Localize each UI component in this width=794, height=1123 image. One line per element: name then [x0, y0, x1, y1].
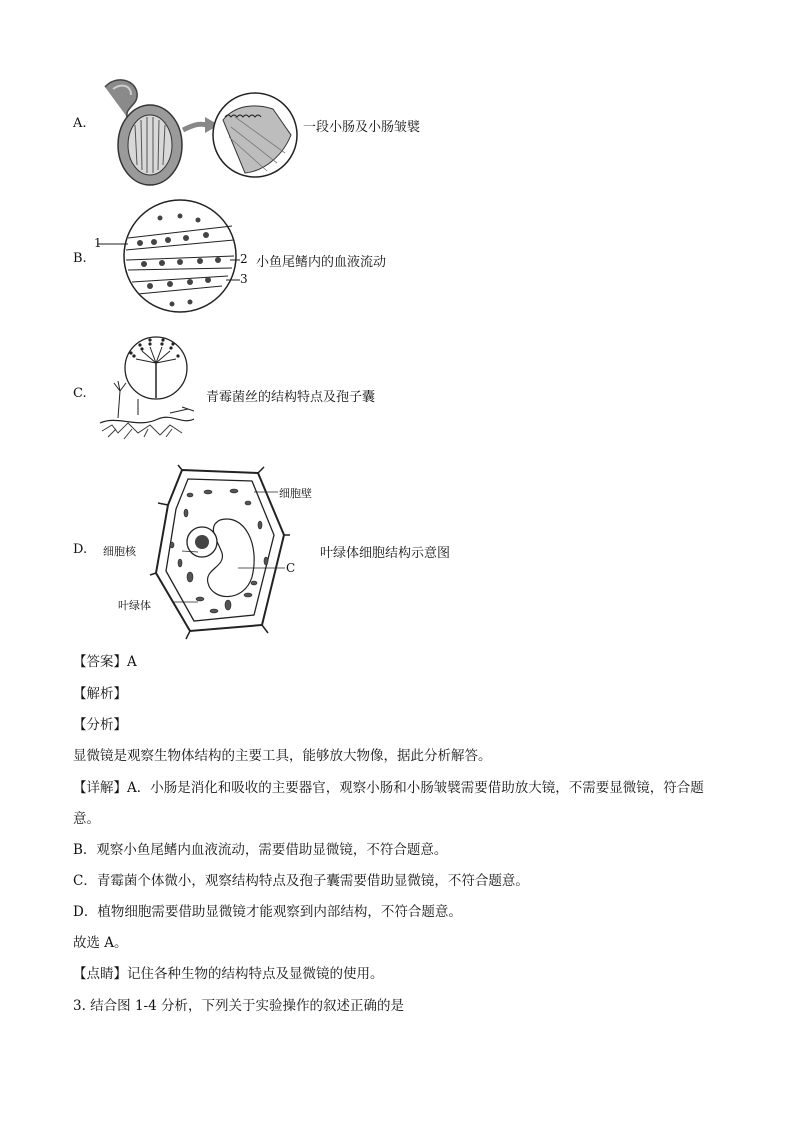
marker-1: 1 [94, 236, 102, 250]
detail-c: C．青霉菌个体微小，观察结构特点及孢子囊需要借助显微镜，不符合题意。 [73, 873, 529, 889]
label-nucleus: 细胞核 [103, 545, 136, 558]
answer-line: 【答案】A [73, 654, 137, 670]
label-cell-wall: 细胞壁 [279, 487, 312, 500]
detail-line-1: 【详解】A．小肠是消化和吸收的主要器官，观察小肠和小肠皱襞需要借助放大镜，不需要显微镜，符合题 [73, 780, 704, 796]
detail-line-2: 意。 [73, 811, 100, 827]
option-b-label: B. [73, 251, 87, 266]
option-b-caption: 小鱼尾鳍内的血液流动 [256, 255, 387, 270]
detail-d: D．植物细胞需要借助显微镜才能观察到内部结构，不符合题意。 [73, 904, 462, 920]
marker-2: 2 [240, 252, 248, 266]
fenxi-text: 显微镜是观察生物体结构的主要工具，能够放大物像，据此分析解答。 [73, 748, 492, 764]
label-chloroplast: 叶绿体 [118, 599, 151, 612]
option-a-label: A. [73, 116, 87, 131]
option-d-caption: 叶绿体细胞结构示意图 [320, 546, 451, 561]
dianjing-line: 【点睛】记住各种生物的结构特点及显微镜的使用。 [73, 966, 384, 982]
small-intestine-figure [95, 75, 305, 195]
conclusion: 故选 A。 [73, 935, 128, 951]
fenxi-heading: 【分析】 [73, 717, 127, 733]
detail-b: B．观察小鱼尾鳍内血液流动，需要借助显微镜，不符合题意。 [73, 842, 448, 858]
option-c-label: C. [73, 386, 87, 401]
blood-flow-figure [110, 198, 250, 318]
label-c: C [286, 561, 296, 575]
penicillium-figure [98, 333, 198, 443]
next-question: 3. 结合图 1-4 分析，下列关于实验操作的叙述正确的是 [73, 998, 404, 1014]
marker-3: 3 [240, 272, 248, 286]
analysis-heading: 【解析】 [73, 686, 127, 702]
option-c-caption: 青霉菌丝的结构特点及孢子囊 [206, 390, 376, 405]
option-a-caption: 一段小肠及小肠皱襞 [303, 120, 421, 135]
plant-cell-figure [150, 465, 290, 645]
option-d-label: D. [73, 542, 88, 557]
